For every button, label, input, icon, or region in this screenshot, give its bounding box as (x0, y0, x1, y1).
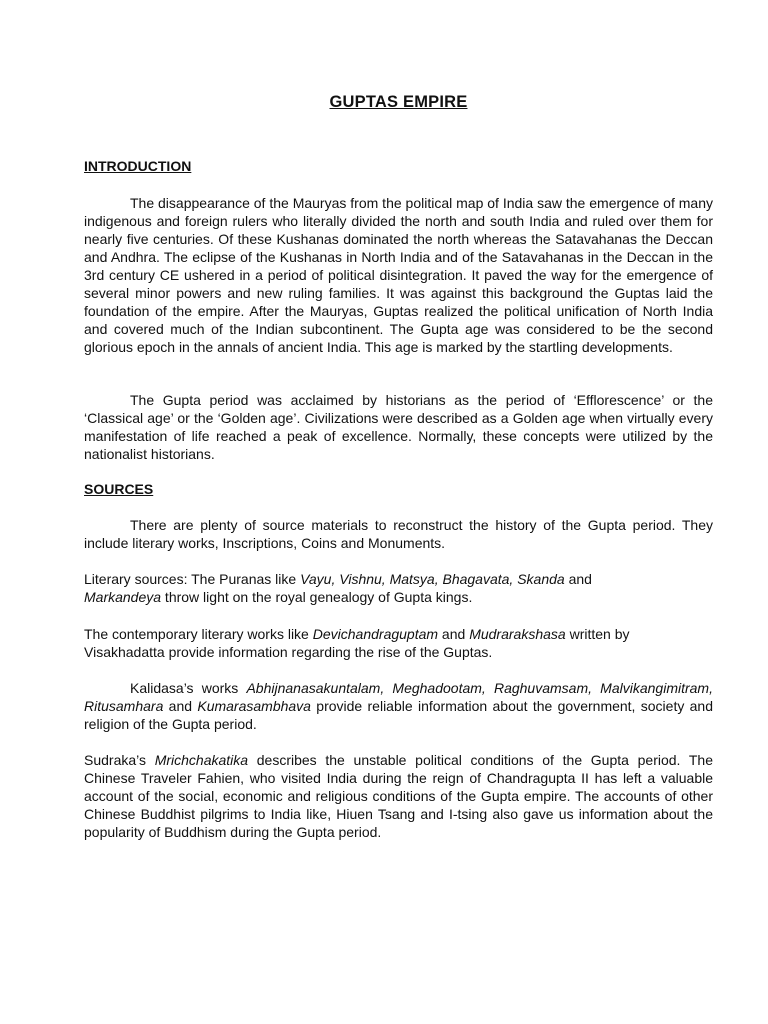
text-run: provide reliable information about the government, society and religion of the Gupta period. (84, 698, 713, 732)
italic-title: Vayu, Vishnu, Matsya, Bhagavata, Skanda (300, 571, 565, 587)
italic-title: Devichandraguptam (312, 626, 439, 642)
text-run: Literary sources: The Puranas like (84, 571, 301, 587)
text-run: and (163, 698, 198, 714)
introduction-heading: INTRODUCTION (84, 158, 192, 174)
italic-title: Abhijnanasakuntalam, Meghadootam, Raghuvamsam, Malvikangimitram, Ritusamhara (84, 680, 713, 714)
sources-paragraph-contemporary (84, 625, 644, 661)
sources-paragraph-puranas (84, 570, 624, 606)
introduction-paragraph-2: The Gupta period was acclaimed by historians as the period of ‘Efflorescence’ or the ‘Classical age’ or the ‘Golden age’. Civilizations were described as a Golden age when virtually every manifestation of life reached a peak of excellence. Normally, these concepts were utilized by the nationalist historians. (84, 392, 713, 462)
sources-paragraph-kalidasa (84, 679, 713, 733)
introduction-paragraph-1: The disappearance of the Mauryas from the political map of India saw the emergence of many indigenous and foreign rulers who literally divided the north and south India and ruled over them for nearly five centuries. Of these Kushanas dominated the north whereas the Satavahanas the Deccan and Andhra. The eclipse of the Kushanas in North India and of the Satavahanas in the Deccan in the 3rd century CE ushered in a period of political disintegration. It paved the way for the emergence of several minor powers and new ruling families. It was against this background the Guptas laid the foundation of the empire. After the Mauryas, Guptas realized the political unification of North India and covered much of the Indian subcontinent. The Gupta age was considered to be the second glorious epoch in the annals of ancient India. This age is marked by the startling developments. (84, 195, 713, 355)
sources-paragraph-1: There are plenty of source materials to reconstruct the history of the Gupta period. They include literary works, Inscriptions, Coins and Monuments. (84, 517, 713, 551)
text-run: Kalidasa’s works (130, 680, 247, 696)
text-run: written by Visakhadatta provide information regarding the rise of the Guptas. (84, 626, 630, 660)
text-run: throw light on the royal genealogy of Gupta kings. (161, 589, 473, 605)
text-run: and (564, 571, 592, 587)
text-run: describes the unstable political conditions of the Gupta period. The Chinese Traveler Fahien, who visited India during the reign of Chandragupta II has left a valuable account of the social, economic and religious conditions of the Gupta empire. The accounts of other Chinese Buddhist pilgrims to India like, Hiuen Tsang and I-tsing also gave us information about the popularity of Buddhism during the Gupta period. (84, 752, 713, 840)
document-title: GUPTAS EMPIRE (329, 93, 468, 111)
document-page (84, 0, 713, 1024)
sources-heading: SOURCES (84, 481, 154, 497)
italic-title: Mudrarakshasa (469, 626, 566, 642)
text-run: and (438, 626, 470, 642)
italic-title: Markandeya (84, 589, 162, 605)
italic-title: Mrichchakatika (154, 752, 249, 768)
sources-paragraph-sudraka (84, 751, 713, 841)
text-run: Sudraka’s (84, 752, 155, 768)
text-run: The contemporary literary works like (84, 626, 313, 642)
italic-title: Kumarasambhava (197, 698, 311, 714)
